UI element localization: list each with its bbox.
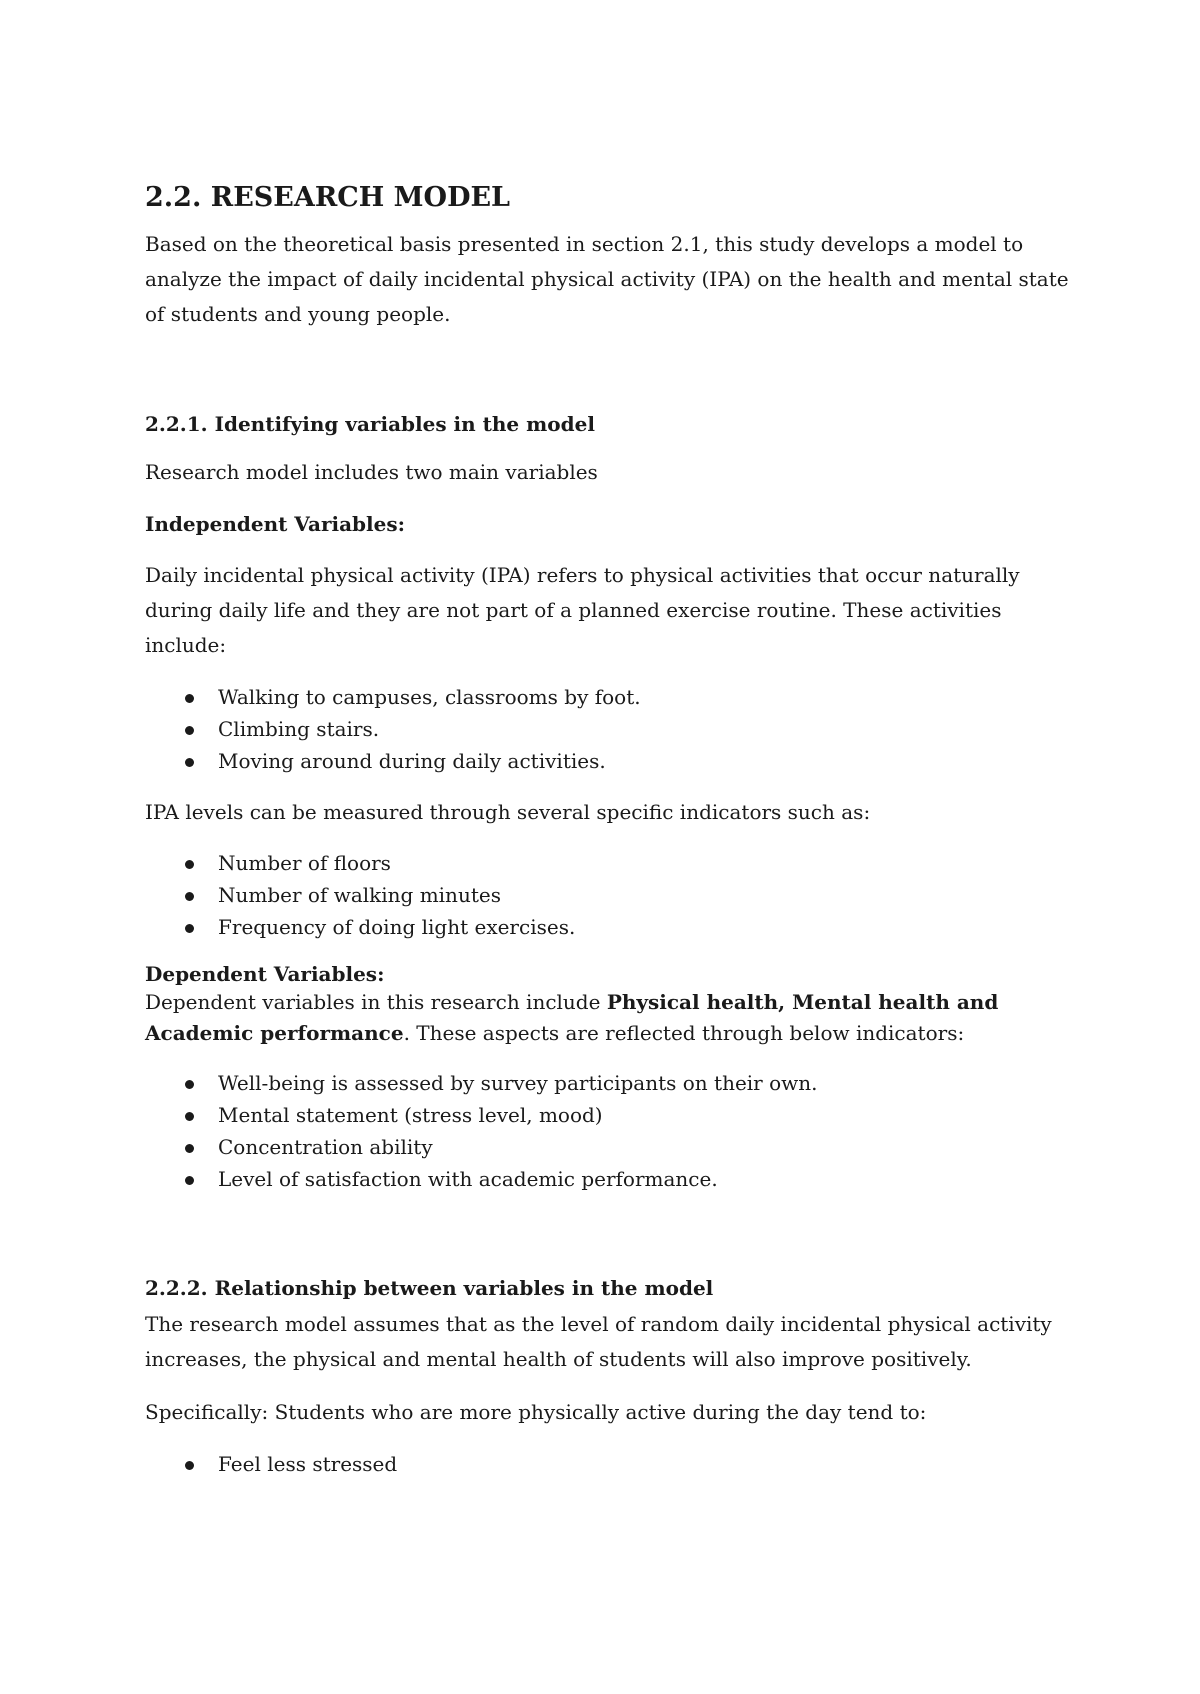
section-intro: Based on the theoretical basis presented in section 2.1, this study develops a model to analyze the impact of daily incidental physical activity (IPA) on the health and mental state of students and young people.: [145, 232, 1069, 326]
dependent-desc-before: Dependent variables in this research include: [145, 990, 607, 1015]
subsection-title-variables: 2.2.1. Identifying variables in the model: [145, 412, 595, 437]
measure-lead: IPA levels can be measured through several specific indicators such as:: [145, 799, 871, 824]
list-item: Mental statement (stress level, mood): [145, 1099, 1075, 1131]
activities-list: [145, 681, 1075, 777]
section-title: 2.2. RESEARCH MODEL: [145, 182, 511, 213]
list-item: Climbing stairs.: [145, 713, 1075, 745]
independent-description: Daily incidental physical activity (IPA) refers to physical activities that occur naturally during daily life and they are not part of a planned exercise routine. These activities include:: [145, 563, 1020, 657]
dependent-indicators-list: [145, 1067, 1075, 1195]
outcomes-list: [145, 1448, 1075, 1480]
list-item: Well-being is assessed by survey participants on their own.: [145, 1067, 1075, 1099]
relationship-body: The research model assumes that as the level of random daily incidental physical activity increases, the physical and mental health of students will also improve positively.: [145, 1312, 1052, 1372]
variables-lead: Research model includes two main variables: [145, 460, 598, 485]
list-item: Feel less stressed: [145, 1448, 1075, 1480]
dependent-description: [145, 987, 1075, 1049]
ipa-indicators-list: [145, 847, 1075, 943]
dependent-desc-bold: Physical health, Mental health and Academic performance: [145, 990, 999, 1046]
list-item: Number of walking minutes: [145, 879, 1075, 911]
document-page: [145, 180, 1075, 1480]
list-item: Level of satisfaction with academic performance.: [145, 1163, 1075, 1195]
list-item: Number of floors: [145, 847, 1075, 879]
subsection-title-relationship: 2.2.2. Relationship between variables in the model: [145, 1276, 714, 1301]
list-item: Moving around during daily activities.: [145, 745, 1075, 777]
specific-lead: Specifically: Students who are more physically active during the day tend to:: [145, 1400, 927, 1425]
list-item: Concentration ability: [145, 1131, 1075, 1163]
dependent-heading: Dependent Variables:: [145, 962, 385, 987]
list-item: Frequency of doing light exercises.: [145, 911, 1075, 943]
dependent-desc-after: . These aspects are reflected through below indicators:: [403, 1021, 965, 1046]
independent-heading: Independent Variables:: [145, 512, 405, 537]
list-item: Walking to campuses, classrooms by foot.: [145, 681, 1075, 713]
